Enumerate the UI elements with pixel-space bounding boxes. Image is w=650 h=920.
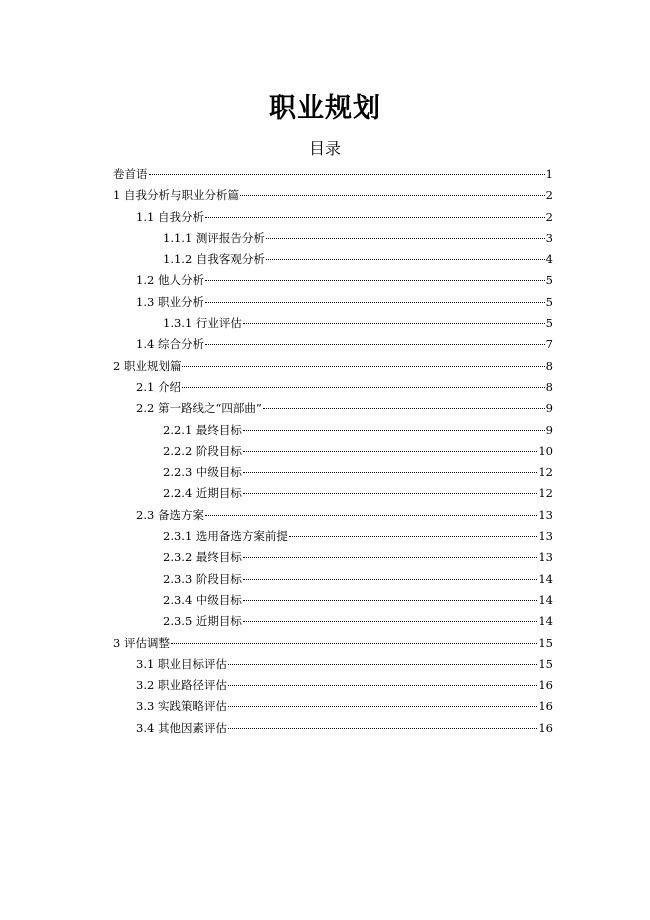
- toc-entry[interactable]: [113, 547, 553, 568]
- toc-entry-page-number: 9: [545, 422, 553, 437]
- toc-entry-page-number: 14: [538, 592, 553, 607]
- toc-entry-page-number: 5: [545, 316, 553, 331]
- toc-entry[interactable]: [113, 611, 553, 632]
- toc-entry-label: 3.4 其他因素评估: [136, 720, 227, 735]
- toc-entry-label: 2.2.2 阶段目标: [163, 443, 242, 458]
- toc-entry-page-number: 13: [538, 507, 553, 522]
- toc-entry-label: 2.2.1 最终目标: [163, 422, 242, 437]
- toc-dot-leader: [243, 323, 545, 324]
- toc-entry-label: 2.1 介绍: [136, 379, 181, 394]
- toc-entry-label: 2.3 备选方案: [136, 507, 204, 522]
- document-title: 职业规划: [269, 93, 381, 124]
- toc-entry-page-number: 13: [538, 550, 553, 565]
- toc-dot-leader: [243, 557, 537, 558]
- toc-dot-leader: [240, 195, 545, 196]
- toc-entry[interactable]: [113, 483, 553, 504]
- toc-dot-leader: [205, 302, 545, 303]
- toc-entry[interactable]: [113, 526, 553, 547]
- toc-entry-page-number: 9: [545, 401, 553, 416]
- toc-dot-leader: [243, 621, 537, 622]
- toc-entry[interactable]: [113, 164, 553, 185]
- toc-entry[interactable]: [113, 292, 553, 313]
- toc-entry-label: 1.2 他人分析: [136, 273, 204, 288]
- toc-dot-leader: [171, 643, 537, 644]
- toc-entry-label: 3.2 职业路径评估: [136, 678, 227, 693]
- toc-entry[interactable]: [113, 398, 553, 419]
- toc-entry-label: 2.3.4 中级目标: [163, 592, 242, 607]
- toc-entry-page-number: 10: [538, 443, 553, 458]
- toc-entry-page-number: 16: [538, 699, 553, 714]
- toc-entry-label: 3 评估调整: [113, 635, 170, 650]
- toc-entry-label: 2.3.1 选用备选方案前提: [163, 529, 288, 544]
- toc-entry-label: 1.1.2 自我客观分析: [163, 252, 265, 267]
- toc-entry-page-number: 3: [545, 230, 553, 245]
- toc-entry[interactable]: [113, 377, 553, 398]
- toc-entry-label: 2.3.2 最终目标: [163, 550, 242, 565]
- toc-dot-leader: [289, 536, 537, 537]
- toc-entry[interactable]: [113, 270, 553, 291]
- toc-entry-page-number: 16: [538, 678, 553, 693]
- toc-dot-leader: [205, 280, 545, 281]
- toc-entry-page-number: 5: [545, 273, 553, 288]
- toc-entry[interactable]: [113, 590, 553, 611]
- toc-entry-page-number: 14: [538, 571, 553, 586]
- toc-entry-label: 2 职业规划篇: [113, 358, 182, 373]
- toc-entry-label: 2.3.3 阶段目标: [163, 571, 242, 586]
- toc-entry-page-number: 12: [538, 486, 553, 501]
- toc-entry-page-number: 2: [545, 209, 553, 224]
- toc-entry-page-number: 15: [538, 635, 553, 650]
- toc-entry-label: 1.1.1 测评报告分析: [163, 230, 265, 245]
- toc-entry[interactable]: [113, 441, 553, 462]
- toc-entry[interactable]: [113, 654, 553, 675]
- toc-heading: 目录: [308, 139, 341, 158]
- table-of-contents: [113, 164, 553, 739]
- toc-entry-label: 卷首语: [113, 167, 148, 181]
- toc-entry[interactable]: [113, 207, 553, 228]
- toc-dot-leader: [182, 387, 545, 388]
- toc-dot-leader: [228, 664, 537, 665]
- toc-entry-label: 2.2.4 近期目标: [163, 486, 242, 501]
- toc-dot-leader: [243, 472, 537, 473]
- toc-entry[interactable]: [113, 569, 553, 590]
- toc-entry-page-number: 4: [545, 252, 553, 267]
- toc-entry-page-number: 13: [538, 529, 553, 544]
- toc-dot-leader: [266, 238, 545, 239]
- toc-entry[interactable]: [113, 185, 553, 206]
- toc-entry[interactable]: [113, 313, 553, 334]
- toc-dot-leader: [228, 728, 537, 729]
- toc-dot-leader: [205, 515, 537, 516]
- toc-entry[interactable]: [113, 633, 553, 654]
- toc-entry[interactable]: [113, 420, 553, 441]
- toc-dot-leader: [205, 217, 545, 218]
- toc-dot-leader: [228, 685, 537, 686]
- toc-entry[interactable]: [113, 696, 553, 717]
- toc-entry-label: 2.2.3 中级目标: [163, 465, 242, 480]
- toc-entry-page-number: 14: [538, 614, 553, 629]
- toc-dot-leader: [243, 600, 537, 601]
- toc-entry-label: 1.1 自我分析: [136, 209, 204, 224]
- toc-dot-leader: [263, 408, 545, 409]
- toc-entry[interactable]: [113, 462, 553, 483]
- toc-entry[interactable]: [113, 228, 553, 249]
- toc-entry-page-number: 16: [538, 720, 553, 735]
- toc-entry[interactable]: [113, 718, 553, 739]
- toc-entry-label: 1.3 职业分析: [136, 294, 204, 309]
- toc-entry-label: 3.3 实践策略评估: [136, 699, 227, 714]
- toc-entry[interactable]: [113, 356, 553, 377]
- toc-dot-leader: [149, 174, 545, 175]
- toc-entry-page-number: 8: [545, 358, 553, 373]
- toc-dot-leader: [243, 493, 537, 494]
- toc-entry-page-number: 2: [545, 188, 553, 203]
- toc-dot-leader: [182, 366, 544, 367]
- toc-entry-label: 2.3.5 近期目标: [163, 614, 242, 629]
- toc-entry-page-number: 15: [538, 656, 553, 671]
- toc-entry-label: 1.4 综合分析: [136, 337, 204, 352]
- toc-dot-leader: [243, 451, 537, 452]
- toc-dot-leader: [243, 579, 537, 580]
- toc-entry-page-number: 12: [538, 465, 553, 480]
- toc-entry-page-number: 8: [545, 379, 553, 394]
- toc-entry-label: 3.1 职业目标评估: [136, 656, 227, 671]
- toc-entry-page-number: 7: [545, 337, 553, 352]
- toc-dot-leader: [243, 430, 545, 431]
- toc-entry[interactable]: [113, 249, 553, 270]
- toc-entry-page-number: 5: [545, 294, 553, 309]
- toc-dot-leader: [205, 344, 545, 345]
- toc-entry[interactable]: [113, 334, 553, 355]
- toc-entry-label: 1.3.1 行业评估: [163, 316, 242, 331]
- toc-entry-label: 2.2 第一路线之“四部曲”: [136, 401, 262, 416]
- toc-entry[interactable]: [113, 505, 553, 526]
- toc-entry-label: 1 自我分析与职业分析篇: [113, 188, 239, 203]
- toc-entry[interactable]: [113, 675, 553, 696]
- toc-dot-leader: [266, 259, 545, 260]
- toc-dot-leader: [228, 706, 537, 707]
- toc-entry-page-number: 1: [545, 167, 553, 181]
